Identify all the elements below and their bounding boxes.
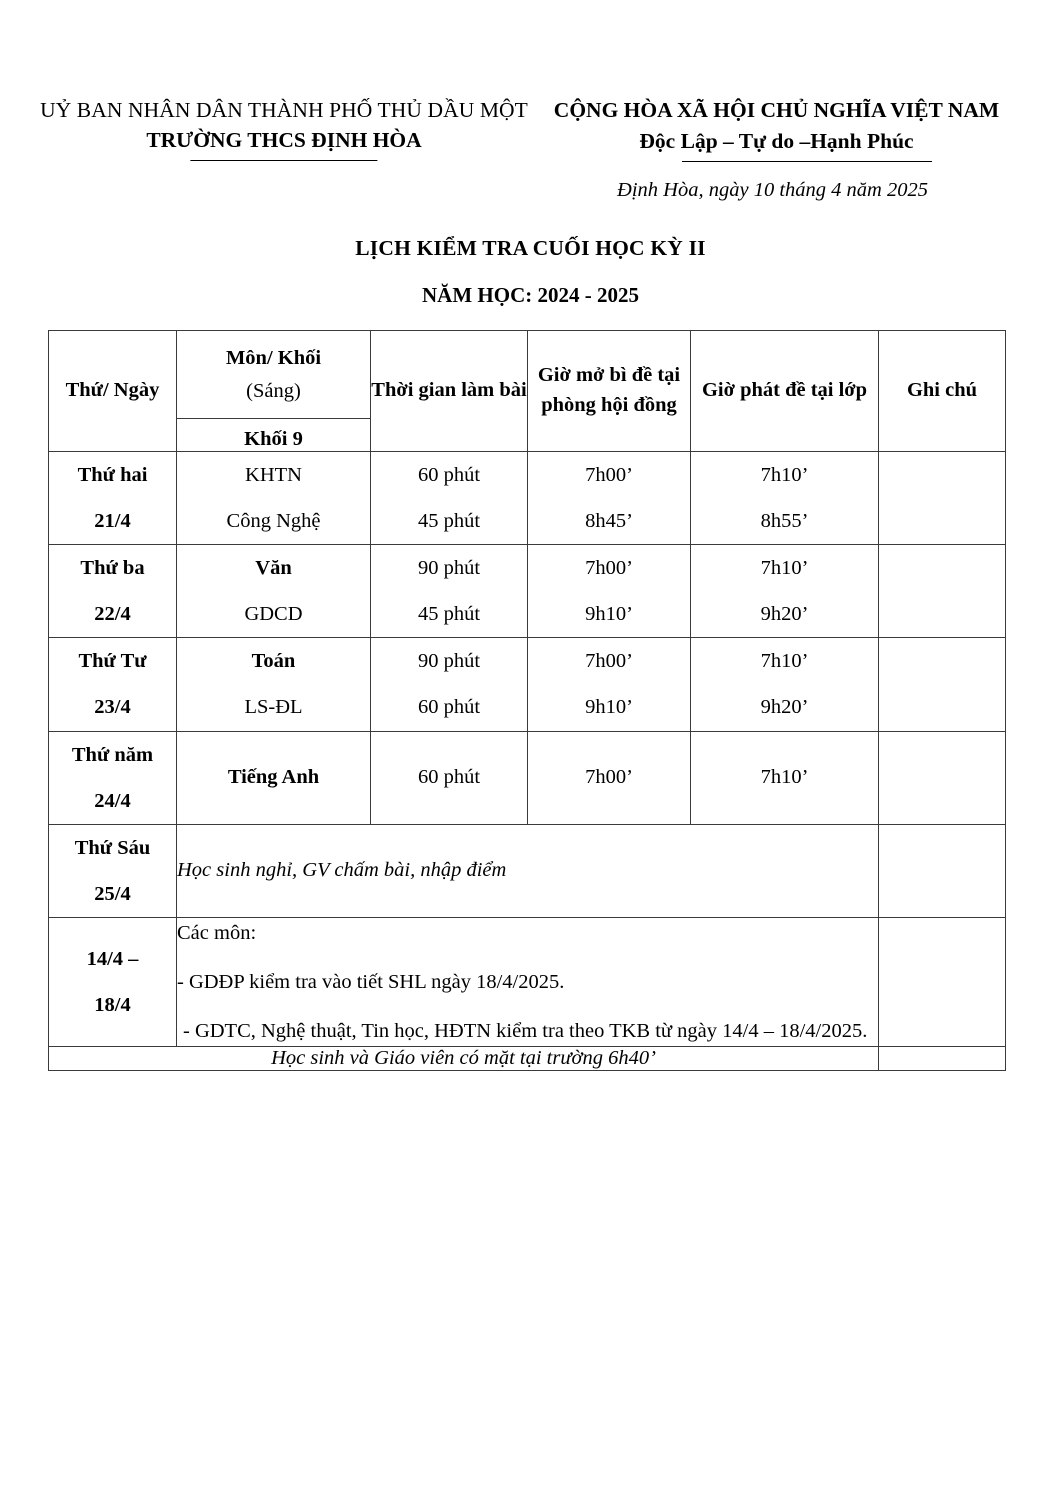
day-cell: [49, 451, 177, 544]
open-time-cell-line: 7h00’: [585, 650, 633, 673]
duration-cell-line: 45 phút: [417, 603, 481, 626]
day-cell: [49, 638, 177, 731]
open-time-cell-line: 9h10’: [585, 696, 633, 719]
open-time-cell: [528, 545, 691, 638]
national-motto: Độc Lập – Tự do –Hạnh Phúc: [637, 125, 915, 157]
header-note: Ghi chú: [879, 331, 1006, 452]
schedule-table-wrapper: [0, 330, 1061, 1071]
subject-cell: [177, 638, 371, 731]
date-range-line: 14/4 –: [86, 948, 139, 971]
subject-cell: Tiếng Anh: [177, 731, 371, 824]
subject-cell-line: GDCD: [244, 603, 303, 626]
day-cell: [49, 824, 177, 917]
note-cell: [879, 638, 1006, 731]
table-row-friday: [49, 824, 1006, 917]
school-name: TRƯỜNG THCS ĐỊNH HÒA: [146, 125, 421, 156]
header-give-paper: Giờ phát đề tại lớp: [691, 331, 879, 452]
day-cell-line: Thứ Sáu: [74, 836, 151, 859]
header-subject-top: [177, 331, 370, 419]
table-row: [49, 545, 1006, 638]
header-subject-grade: Khối 9: [244, 427, 303, 450]
note-cell: [879, 545, 1006, 638]
day-cell-line: 23/4: [94, 696, 131, 719]
subject-cell-line: KHTN: [245, 463, 302, 486]
day-cell-line: Thứ năm: [71, 743, 154, 766]
note-cell: [879, 1047, 1006, 1071]
header-subject: [177, 331, 371, 452]
table-row: [49, 638, 1006, 731]
republic-name: CỘNG HÒA XÃ HỘI CHỦ NGHĨA VIỆT NAM: [553, 98, 1000, 122]
open-time-cell: [528, 638, 691, 731]
give-time-cell: [691, 638, 879, 731]
duration-cell-line: 45 phút: [417, 509, 481, 532]
place-and-date: Định Hòa, ngày 10 tháng 4 năm 2025: [617, 179, 928, 202]
note-cell: [879, 918, 1006, 1047]
subject-cell-line: Văn: [255, 557, 292, 580]
subject-cell-line: Công Nghệ: [226, 509, 321, 532]
duration-cell: [371, 638, 528, 731]
header-subject-note: (Sáng): [246, 380, 301, 403]
document-title: LỊCH KIỂM TRA CUỐI HỌC KỲ II: [355, 236, 706, 261]
day-cell-line: Thứ ba: [80, 557, 145, 580]
table-header-row: [49, 331, 1006, 452]
header-open-envelope: Giờ mở bì đề tại phòng hội đồng: [528, 331, 691, 452]
issuing-authority: UỶ BAN NHÂN DÂN THÀNH PHỐ THỦ DẦU MỘT: [40, 98, 528, 122]
exam-schedule-table: [48, 330, 1006, 1071]
give-time-cell-line: 7h10’: [760, 650, 809, 673]
open-time-cell-line: 9h10’: [585, 603, 633, 626]
give-time-cell-line: 9h20’: [760, 696, 809, 719]
subject-cell-line: Toán: [251, 650, 296, 673]
subject-cell-line: LS-ĐL: [244, 696, 303, 719]
duration-cell-line: 90 phút: [417, 557, 481, 580]
subject-cell: [177, 545, 371, 638]
duration-cell: [371, 545, 528, 638]
misc-heading: Các môn:: [177, 922, 257, 945]
duration-cell-line: 60 phút: [417, 463, 481, 486]
table-row-footer: [49, 1047, 1006, 1071]
open-time-cell: 7h00’: [528, 731, 691, 824]
note-cell: [879, 824, 1006, 917]
table-row: [49, 731, 1006, 824]
duration-cell-line: 60 phút: [417, 696, 481, 719]
letterhead-left: [38, 96, 530, 156]
day-cell-line: 22/4: [94, 603, 131, 626]
header-subject-main: Môn/ Khối: [225, 347, 322, 370]
arrival-time-notice: Học sinh và Giáo viên có mặt tại trường 6h40’: [49, 1047, 879, 1071]
table-row-misc-subjects: [49, 918, 1006, 1047]
give-time-cell-line: 9h20’: [760, 603, 809, 626]
document-subtitle: NĂM HỌC: 2024 - 2025: [422, 283, 639, 308]
duration-cell: [371, 451, 528, 544]
date-range-line: 18/4: [94, 994, 131, 1017]
letterhead-right: [530, 96, 1023, 202]
give-time-cell-line: 7h10’: [760, 463, 809, 486]
day-cell: [49, 731, 177, 824]
note-cell: [879, 451, 1006, 544]
give-time-cell-line: 7h10’: [760, 557, 809, 580]
give-time-cell: [691, 545, 879, 638]
day-cell: [49, 545, 177, 638]
day-cell-line: Thứ Tư: [78, 650, 147, 673]
open-time-cell-line: 8h45’: [585, 509, 633, 532]
give-time-cell-line: 8h55’: [760, 509, 809, 532]
open-time-cell-line: 7h00’: [585, 557, 633, 580]
letterhead: [0, 0, 1061, 202]
open-time-cell-line: 7h00’: [585, 463, 633, 486]
date-range-cell: [49, 918, 177, 1047]
header-duration: Thời gian làm bài: [371, 331, 528, 452]
misc-item-2: - GDTC, Nghệ thuật, Tin học, HĐTN kiểm tra theo TKB từ ngày 14/4 – 18/4/2025.: [183, 1019, 868, 1042]
duration-cell: 60 phút: [371, 731, 528, 824]
give-time-cell: 7h10’: [691, 731, 879, 824]
day-cell-line: 25/4: [94, 882, 131, 905]
friday-notice: Học sinh nghỉ, GV chấm bài, nhập điểm: [177, 824, 879, 917]
note-cell: [879, 731, 1006, 824]
misc-subjects-notice: [177, 918, 879, 1047]
open-time-cell: [528, 451, 691, 544]
subject-cell: [177, 451, 371, 544]
header-day: Thứ/ Ngày: [49, 331, 177, 452]
day-cell-line: Thứ hai: [77, 463, 148, 486]
duration-cell-line: 90 phút: [417, 650, 481, 673]
give-time-cell: [691, 451, 879, 544]
table-row: [49, 451, 1006, 544]
misc-item-1: - GDĐP kiểm tra vào tiết SHL ngày 18/4/2025.: [177, 970, 565, 993]
day-cell-line: 24/4: [94, 789, 131, 812]
day-cell-line: 21/4: [94, 509, 131, 532]
